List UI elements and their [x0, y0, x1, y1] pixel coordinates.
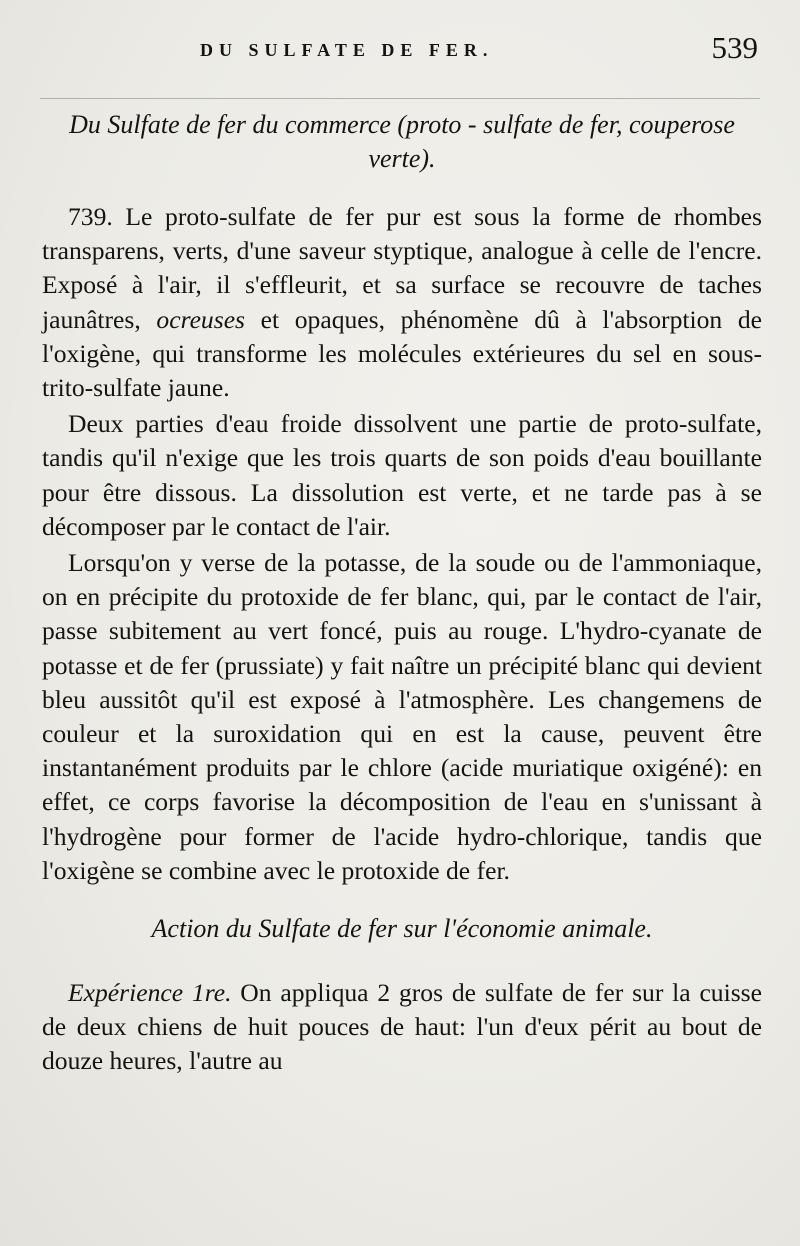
paragraph-739 — [42, 200, 762, 405]
subsection-heading: Action du Sulfate de fer sur l'économie animale. — [151, 914, 653, 944]
paragraph-precipitation: Lorsqu'on y verse de la potasse, de la soude ou de l'ammoniaque, on en précipite du protoxide de fer blanc, qui, par le contact de l'air, passe subitement au vert foncé, puis au rouge. L'hydro-cyanate de potasse et de fer (prussiate) y fait naître un précipité blanc qui devient bleu aussitôt qu'il est exposé à l'atmosphère. Les changemens de couleur et la suroxidation qui en est la cause, peuvent être instantanément produits par le chlore (acide muriatique oxigéné): en effet, ce corps favorise la décomposition de l'eau en s'unissant à l'hydrogène pour former de l'acide hydro-chlorique, tandis que l'oxigène se combine avec le protoxide de fer. — [42, 548, 762, 885]
paragraph-739-text-2: et opaques, phénomène dû à l'absorption de l'oxigène, qui transforme les molécules extérieures du sel en sous-trito-sulfate jaune. — [42, 304, 762, 403]
paragraph-solubility: Deux parties d'eau froide dissolvent une partie de proto-sulfate, tandis qu'il n'exige que les trois quarts de son poids d'eau bouillante pour être dissous. La dissolution est verte, et ne tarde pas à se décomposer par le contact de l'air. — [42, 409, 762, 541]
paragraph-experience — [42, 976, 762, 1079]
italic-term-ocreuses: ocreuses — [156, 304, 246, 334]
page-body — [42, 108, 762, 1079]
header-rule — [40, 98, 760, 99]
experience-label: Expérience 1re. — [68, 978, 232, 1008]
page-header — [0, 30, 800, 74]
paragraph-739-text-1: 739. Le proto-sulfate de fer pur est sous la forme de rhombes transparens, verts, d'une saveur styptique, analogue à celle de l'encre. Exposé à l'air, il s'effleurit, et sa surface se recouvre de taches jaunâtres, — [42, 202, 762, 334]
section-heading: Du Sulfate de fer du commerce (proto - sulfate de fer, couperose verte). — [69, 110, 735, 173]
page-number: 539 — [711, 30, 758, 65]
running-head: DU SULFATE DE FER. — [200, 40, 494, 60]
experience-text: On appliqua 2 gros de sulfate de fer sur la cuisse de deux chiens de huit pouces de haut: l'un d'eux périt au bout de douze heures, l'autre au — [42, 978, 762, 1076]
